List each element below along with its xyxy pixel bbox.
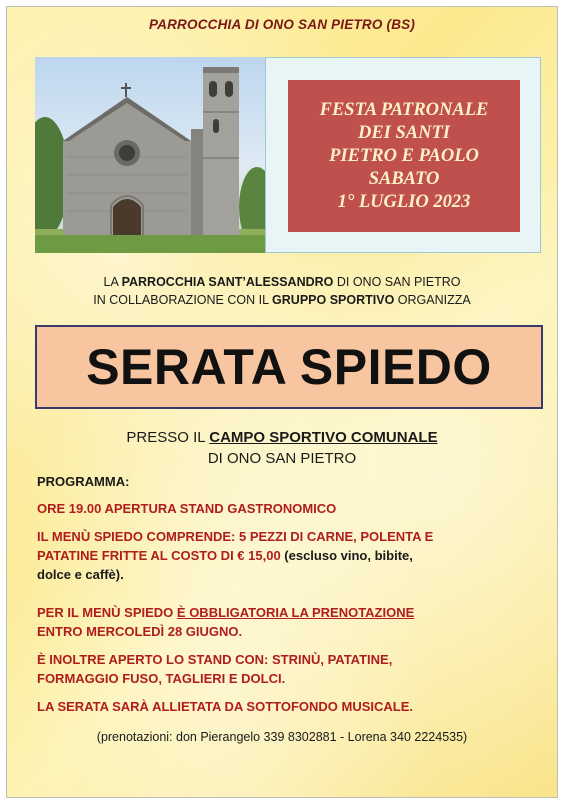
menu-line-2 (37, 546, 535, 565)
stand-line-2: FORMAGGIO FUSO, TAGLIERI E DOLCI. (37, 671, 286, 686)
organizers-text (7, 273, 557, 309)
program-item-stand (37, 650, 535, 688)
title-line-4: SABATO (368, 168, 440, 189)
org-text: DI ONO SAN PIETRO (333, 275, 461, 289)
program-item-menu (37, 527, 535, 584)
program-item-music: LA SERATA SARÀ ALLIETATA DA SOTTOFONDO MUSICALE. (37, 699, 414, 714)
program-item-booking (37, 603, 535, 641)
venue-text (7, 427, 557, 469)
menu-exclusions: (escluso vino, bibite, (280, 548, 413, 563)
flyer-page (6, 6, 558, 798)
menu-price: PATATINE FRITTE AL COSTO DI € 15,00 (37, 548, 281, 563)
org-text: LA (103, 275, 122, 289)
org-text: ORGANIZZA (394, 293, 471, 307)
booking-required: È OBBLIGATORIA LA PRENOTAZIONE (176, 605, 415, 620)
venue-line-1 (7, 427, 557, 448)
program-item-opening: ORE 19.00 APERTURA STAND GASTRONOMICO (37, 501, 337, 516)
menu-line-3: dolce e caffè). (37, 567, 124, 582)
stand-line-1: È INOLTRE APERTO LO STAND CON: STRINÙ, PATATINE, (37, 652, 393, 667)
organizers-line-1 (7, 273, 557, 291)
org-text: IN COLLABORAZIONE CON IL (93, 293, 273, 307)
booking-prefix: PER IL MENÙ SPIEDO (37, 605, 177, 620)
menu-line-1: IL MENÙ SPIEDO COMPRENDE: 5 PEZZI DI CARNE, POLENTA E (37, 529, 434, 544)
organizers-line-2 (7, 291, 557, 309)
org-group: GRUPPO SPORTIVO (272, 293, 395, 307)
title-line-3: PIETRO E PAOLO (329, 145, 479, 166)
title-line-5: 1° LUGLIO 2023 (337, 191, 471, 212)
headline-banner: SERATA SPIEDO (35, 325, 543, 409)
venue-prefix: PRESSO IL (126, 429, 210, 446)
church-image (35, 57, 265, 253)
church-photo (35, 57, 265, 253)
venue-line-2: DI ONO SAN PIETRO (207, 450, 357, 467)
event-title-frame (265, 57, 541, 253)
program-heading: PROGRAMMA: (37, 474, 130, 489)
title-line-2: DEI SANTI (357, 122, 450, 143)
event-title-box (288, 80, 520, 232)
venue-name: CAMPO SPORTIVO COMUNALE (209, 429, 438, 446)
org-parish: PARROCCHIA SANT’ALESSANDRO (121, 275, 334, 289)
parish-header: PARROCCHIA DI ONO SAN PIETRO (BS) (148, 17, 416, 32)
booking-line-1 (37, 603, 535, 622)
title-line-1: FESTA PATRONALE (319, 99, 489, 120)
booking-line-2: ENTRO MERCOLEDÌ 28 GIUGNO. (37, 624, 243, 639)
booking-contacts: (prenotazioni: don Pierangelo 339 8302881 - Lorena 340 2224535) (96, 730, 468, 744)
